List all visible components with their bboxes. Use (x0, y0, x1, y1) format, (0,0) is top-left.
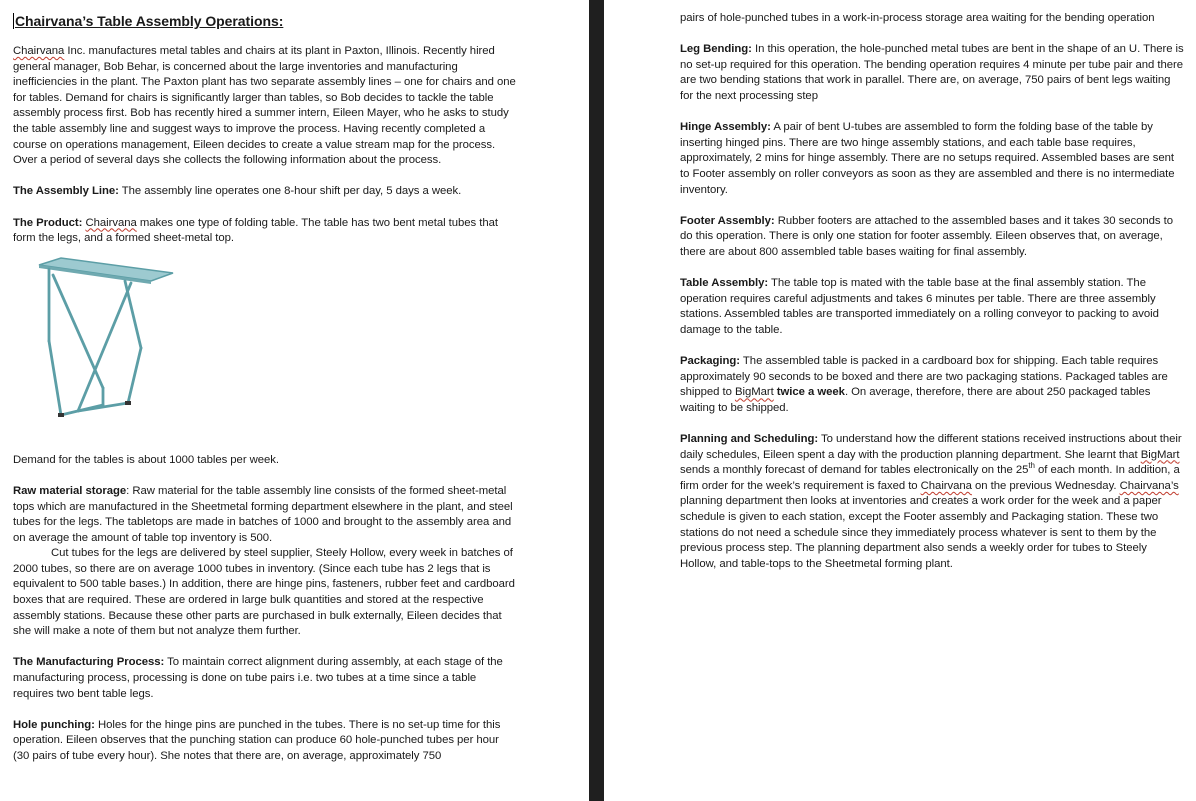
footer-assembly-paragraph: Footer Assembly: Rubber footers are attached to the assembled bases and it takes 30 seconds to do this operation. There is only one station for footer assembly. Eileen observes that, on average, there are about 800 assembled table bases waiting for final assembly. (680, 214, 1174, 258)
manufacturing-paragraph: The Manufacturing Process: To maintain correct alignment during assembly, at each stage of the manufacturing process, processing is done on tube pairs i.e. two tubes at a time since a table requires two bent table legs. (13, 656, 503, 700)
section-label: Leg Bending: (680, 43, 752, 56)
spellcheck-word: BigMart (1140, 448, 1180, 461)
spellcheck-word: Chairvana (920, 479, 972, 492)
planning-paragraph: Planning and Scheduling: To understand how the different stations received instructions about their daily schedules, Eileen spent a day with the production planning department. She learnt that BigMart sends a monthly forecast of demand for tables electronically on the 25th of each month. In addition, a firm order for the week’s requirement is faxed to Chairvana on the previous Wednesday. Chairvana’s planning department then looks at inventories and creates a work order for the week and a paper schedule is given to each station, except the Footer assembly and Packaging station. These two stations do not need a schedule since they immediately process whatever is sent to them by the previous process step. The planning department also sends a weekly order for tubes to Steely Hollow, and table-tops to the Sheetmetal forming plant. (680, 433, 1182, 570)
text-cursor (13, 13, 14, 29)
section-label: Packaging: (680, 355, 741, 368)
table-leg (125, 281, 141, 348)
rubber-foot (58, 413, 64, 417)
section-label: Footer Assembly: (680, 214, 775, 227)
superscript: th (1028, 461, 1035, 471)
section-label: Table Assembly: (680, 277, 769, 290)
spellcheck-word: Chairvana (85, 216, 137, 229)
hinge-assembly-paragraph: Hinge Assembly: A pair of bent U-tubes are assembled to form the folding base of the table by inserting hinged pins. There are two hinge assembly stations, and each table base requires, approximately, 2 mins for hinge assembly. There are no setups required. Assembled bases are sent to Footer assembly on roller conveyors as soon as they are assembled and there is no intermediate inventory. (680, 121, 1175, 196)
hole-punching-paragraph: Hole punching: Holes for the hinge pins are punched in the tubes. There is no set-up time for this operation. Eileen observes that the punching station can produce 60 hole-punched tubes per hour (30 pairs of tube every hour). She notes that there are, on average, approximately 750 (13, 718, 501, 762)
folding-table-image (33, 253, 193, 433)
section-label: The Product: (13, 216, 83, 229)
raw-material-paragraph-2: Cut tubes for the legs are delivered by steel supplier, Steely Hollow, every week in batches of 2000 tubes, so there are on average 1000 tubes in inventory. (Since each tube has 2 legs that is equivalent to 500 table bases.) In addition, there are hinge pins, fasteners, rubber feet and cardboard boxes that are required. These are ordered in large bulk quantities and stored at the respective assembly stations. Because these other parts are purchased in bulk externally, Eileen decides that she will make a note of them but not analyze them further. (13, 547, 515, 638)
document-title: Chairvana’s Table Assembly Operations: (15, 13, 284, 29)
table-leg (128, 348, 141, 403)
product-paragraph: The Product: Chairvana makes one type of folding table. The table has two bent metal tubes that form the legs, and a formed sheet-metal top. (13, 216, 498, 245)
right-column (680, 11, 1186, 572)
intro-paragraph: Chairvana Inc. manufactures metal tables and chairs at its plant in Paxton, Illinois. Recently hired general manager, Bob Behar, is concerned about the large inventories and manufacturing inefficiencies in the plant. The Paxton plant has two separate assembly lines – one for chairs and one for tables. Demand for chairs is significantly larger than tables, so Bob decides to tackle the table assembly process first. Bob has recently hired a summer intern, Eileen Mayer, who he asks to study the table assembly line and suggest ways to improve the process. Having recently completed a course on operations management, Eileen decides to create a value stream map for the process. Over a period of several days she collects the following information about the process. (13, 45, 516, 167)
table-leg (49, 341, 61, 415)
folding-table-figure (13, 253, 518, 453)
emphasis-text: twice a week (776, 386, 845, 399)
left-column (13, 12, 518, 765)
continuation-paragraph: pairs of hole-punched tubes in a work-in-process storage area waiting for the bending operation (680, 12, 1155, 24)
rubber-foot (125, 401, 131, 405)
assembly-line-paragraph: The Assembly Line: The assembly line operates one 8-hour shift per day, 5 days a week. (13, 185, 462, 198)
document-page-right (604, 0, 1196, 801)
document-page-left (0, 0, 589, 801)
spellcheck-word: Chairvana (13, 45, 65, 57)
packaging-paragraph: Packaging: The assembled table is packed in a cardboard box for shipping. Each table requires approximately 90 seconds to be boxed and there are two packaging stations. Packaged tables are shipped to BigMart twice a week. On average, therefore, there are about 250 packaged tables waiting to be shipped. (680, 355, 1168, 414)
section-label: Planning and Scheduling: (680, 433, 819, 446)
spellcheck-word: Chairvana’s (1119, 479, 1179, 492)
demand-paragraph: Demand for the tables is about 1000 tables per week. (13, 453, 280, 466)
section-label: The Manufacturing Process: (13, 656, 165, 669)
table-assembly-paragraph: Table Assembly: The table top is mated with the table base at the final assembly station. The operation requires careful adjustments and takes 6 minutes per table. There are three assembly stations. Assembled tables are transported immediately on a rolling conveyor to packing to avoid damage to the table. (680, 277, 1159, 336)
section-label: Hinge Assembly: (680, 121, 771, 134)
raw-material-paragraph: Raw material storage: Raw material for the table assembly line consists of the formed sheet-metal tops which are manufactured in the Sheetmetal forming department elsewhere in the plant, and steel tubes for the legs. The tabletops are made in batches of 1000 and brought to the assembly area and on average the amount of table top inventory is 500. (13, 484, 513, 544)
spellcheck-word: BigMart (734, 386, 774, 399)
page-divider (589, 0, 604, 801)
section-label: The Assembly Line: (13, 185, 119, 198)
section-label: Raw material storage (13, 484, 127, 497)
section-label: Hole punching: (13, 718, 95, 731)
leg-bending-paragraph: Leg Bending: In this operation, the hole-punched metal tubes are bent in the shape of an U. There is no set-up required for this operation. The bending operation requires 4 minute per tube pair and there are two bending stations that work in parallel. There are, on average, 750 pairs of bent legs waiting for the next processing step (680, 43, 1184, 102)
